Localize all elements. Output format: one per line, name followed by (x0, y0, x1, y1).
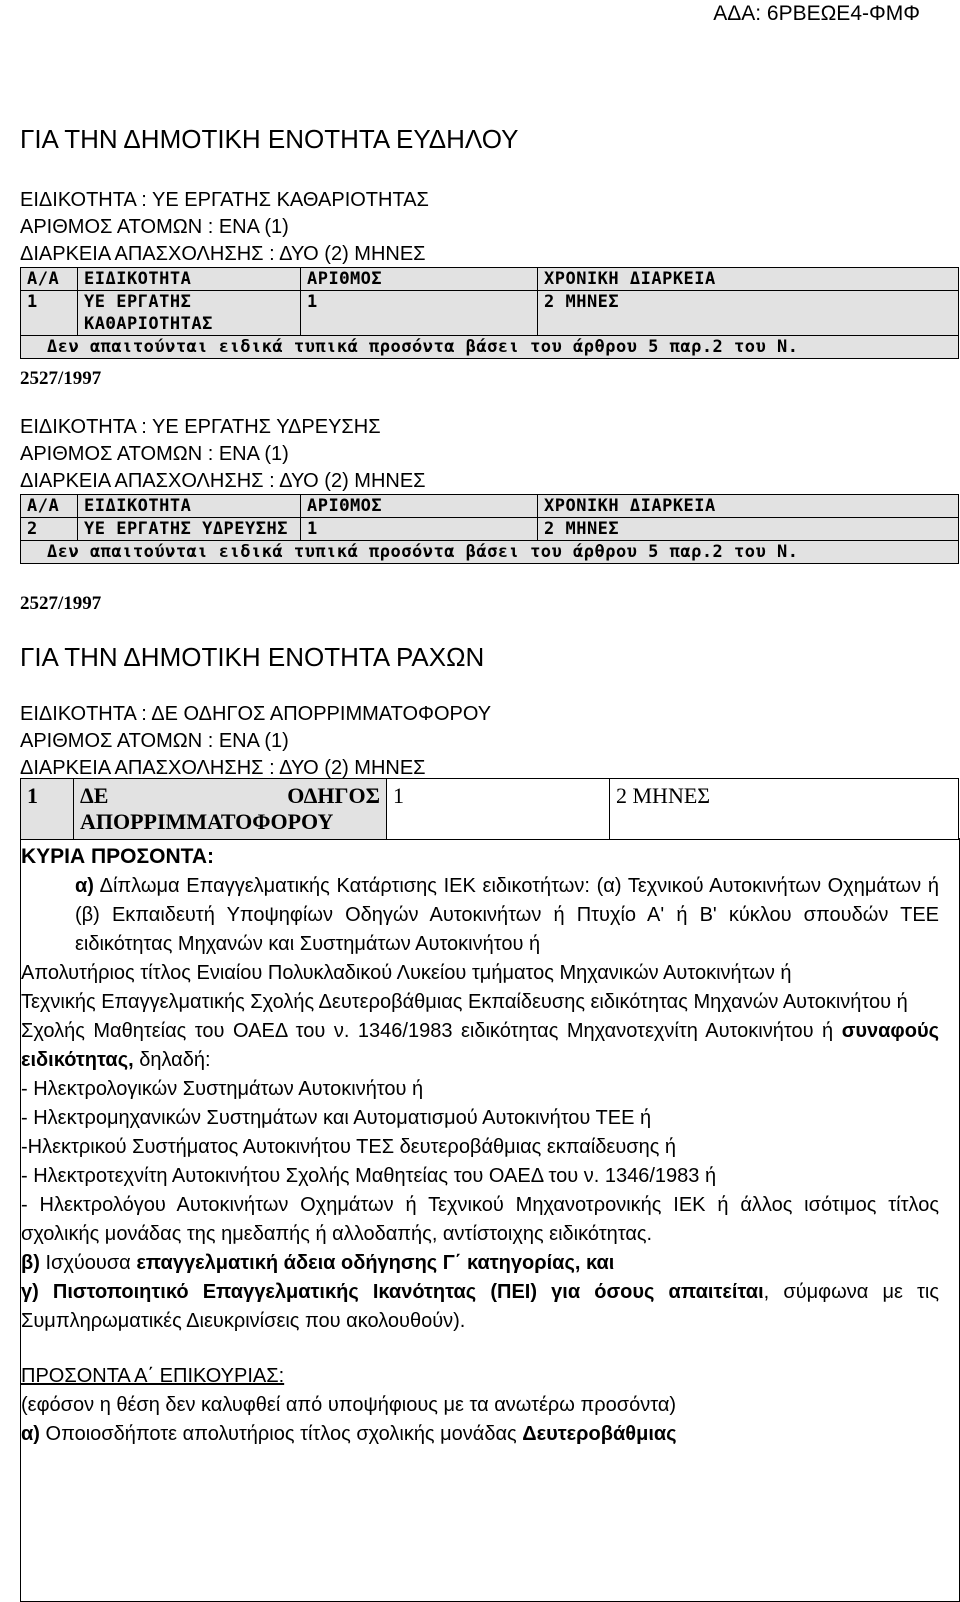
ada-code: ΑΔΑ: 6ΡΒΕΩΕ4-ΦΜΦ (713, 2, 920, 25)
pos1-duration: ΔΙΑΡΚΕΙΑ ΑΠΑΣΧΟΛΗΣΗΣ : ΔΥΟ (2) ΜΗΝΕΣ (20, 243, 426, 265)
secondary-qual-title: ΠΡΟΣΟΝΤΑ Α΄ ΕΠΙΚΟΥΡΙΑΣ: (21, 1365, 285, 1387)
note-text: Δεν απαιτούνται ειδικά τυπικά προσόντα βάσει του άρθρου 5 παρ.2 του Ν. (47, 337, 799, 357)
note-cell (21, 336, 959, 359)
qual-b-label: β) (21, 1252, 40, 1274)
qual-p4 (21, 1017, 939, 1075)
table-note-row (21, 541, 959, 564)
col-number: ΑΡΙΘΜΟΣ (301, 495, 538, 518)
cell-number: 1 (301, 518, 538, 541)
pos1-table (20, 267, 959, 359)
secondary-note: (εφόσον η θέση δεν καλυφθεί από υποψήφιους με τα ανωτέρω προσόντα) (21, 1394, 677, 1416)
pos3-duration: ΔΙΑΡΚΕΙΑ ΑΠΑΣΧΟΛΗΣΗΣ : ΔΥΟ (2) ΜΗΝΕΣ (20, 757, 426, 779)
pos3-specialty: ΕΙΔΙΚΟΤΗΤΑ : ΔΕ ΟΔΗΓΟΣ ΑΠΟΡΡΙΜΜΑΤΟΦΟΡΟΥ (20, 703, 492, 725)
cell-number: 1 (387, 779, 610, 840)
cell-specialty: ΥΕ ΕΡΓΑΤΗΣ ΥΔΡΕΥΣΗΣ (78, 518, 301, 541)
qual-c (21, 1278, 939, 1336)
section-title-rachon: ΓΙΑ ΤΗΝ ΔΗΜΟΤΙΚΗ ΕΝΟΤΗΤΑ ΡΑΧΩΝ (20, 642, 485, 672)
qual-p3: Τεχνικής Επαγγελματικής Σχολής Δευτεροβάθμιας Εκπαίδευσης ειδικότητας Μηχανών Αυτοκινήτου ή (21, 991, 908, 1013)
pos1-persons: ΑΡΙΘΜΟΣ ΑΤΟΜΩΝ : ΕΝΑ (1) (20, 216, 289, 238)
col-specialty: ΕΙΔΙΚΟΤΗΤΑ (78, 495, 301, 518)
pos3-table (20, 778, 959, 840)
qual-b-text: Ισχύουσα (45, 1252, 131, 1274)
qual-c-text: , σύμφωνα με τις Συμπληρωματικές Διευκρινίσεις που ακολουθούν). (21, 1281, 939, 1332)
col-specialty: ΕΙΔΙΚΟΤΗΤΑ (78, 268, 301, 291)
table-row (21, 779, 959, 840)
col-aa: Α/Α (21, 495, 78, 518)
table-row (21, 291, 959, 336)
cell-duration: 2 ΜΗΝΕΣ (538, 518, 959, 541)
secondary-a-text: Οποιοσδήποτε απολυτήριος τίτλος σχολικής μονάδας (45, 1423, 517, 1445)
table-header-row (21, 268, 959, 291)
pos3-persons: ΑΡΙΘΜΟΣ ΑΤΟΜΩΝ : ΕΝΑ (1) (20, 730, 289, 752)
qualifications-box (20, 838, 960, 1602)
cell-duration: 2 ΜΗΝΕΣ (610, 779, 959, 840)
cell-specialty: ΥΕ ΕΡΓΑΤΗΣ ΚΑΘΑΡΙΟΤΗΤΑΣ (78, 291, 301, 336)
note-cell (21, 541, 959, 564)
pos1-info (20, 187, 429, 268)
section-title-evdilou: ΓΙΑ ΤΗΝ ΔΗΜΟΤΙΚΗ ΕΝΟΤΗΤΑ ΕΥΔΗΛΟΥ (20, 124, 519, 154)
qual-p4-end: δηλαδή: (139, 1049, 211, 1071)
pos2-specialty: ΕΙΔΙΚΟΤΗΤΑ : ΥΕ ΕΡΓΑΤΗΣ ΥΔΡΕΥΣΗΣ (20, 416, 381, 438)
cell-aa: 1 (21, 291, 78, 336)
qual-p4-bold: συναφούς ειδικότητας, (21, 1020, 939, 1071)
col-aa: Α/Α (21, 268, 78, 291)
qual-b (21, 1249, 939, 1278)
qual-c-bold: γ) Πιστοποιητικό Επαγγελματικής Ικανότητας (ΠΕΙ) για όσους απαιτείται (21, 1281, 764, 1303)
qual-b-bold: επαγγελματική άδεια οδήγησης Γ΄ κατηγορίας, και (136, 1252, 615, 1274)
col-number: ΑΡΙΘΜΟΣ (301, 268, 538, 291)
cell-aa: 2 (21, 518, 78, 541)
qual-a-text: Δίπλωμα Επαγγελματικής Κατάρτισης ΙΕΚ ειδικοτήτων: (α) Τεχνικού Αυτοκινήτων Οχημάτων ή (β) Εκπαιδευτή Υποψηφίων Οδηγών Αυτοκινήτων ή Πτυχίο Α' ή Β' κύκλου σπουδών ΤΕΕ ειδικότητας Μηχανών και Συστημάτων Αυτοκινήτου ή (75, 875, 939, 955)
col-duration: ΧΡΟΝΙΚΗ ΔΙΑΡΚΕΙΑ (538, 268, 959, 291)
cell-duration: 2 ΜΗΝΕΣ (538, 291, 959, 336)
col-duration: ΧΡΟΝΙΚΗ ΔΙΑΡΚΕΙΑ (538, 495, 959, 518)
pos2-info (20, 414, 426, 495)
pos1-law: 2527/1997 (20, 368, 102, 389)
cell-number: 1 (301, 291, 538, 336)
pos2-law: 2527/1997 (20, 593, 102, 614)
qual-a-label: α) (75, 875, 94, 897)
qual-list-3: -Ηλεκτρικού Συστήματος Αυτοκινήτου ΤΕΣ δευτεροβάθμιας εκπαίδευσης ή (21, 1136, 677, 1158)
qual-list-4: - Ηλεκτροτεχνίτη Αυτοκινήτου Σχολής Μαθητείας του ΟΑΕΔ του ν. 1346/1983 ή (21, 1165, 717, 1187)
pos2-duration: ΔΙΑΡΚΕΙΑ ΑΠΑΣΧΟΛΗΣΗΣ : ΔΥΟ (2) ΜΗΝΕΣ (20, 470, 426, 492)
qual-a (21, 872, 939, 959)
secondary-a (21, 1420, 939, 1449)
table-header-row (21, 495, 959, 518)
qual-p4-text: Σχολής Μαθητείας του ΟΑΕΔ του ν. 1346/1983 ειδικότητας Μηχανοτεχνίτη Αυτοκινήτου ή (21, 1020, 834, 1042)
secondary-a-label: α) (21, 1423, 40, 1445)
note-text: Δεν απαιτούνται ειδικά τυπικά προσόντα βάσει του άρθρου 5 παρ.2 του Ν. (47, 542, 799, 562)
pos3-info (20, 701, 491, 782)
pos2-table (20, 494, 959, 564)
cell-aa: 1 (21, 779, 74, 840)
main-qual-title: ΚΥΡΙΑ ΠΡΟΣΟΝΤΑ: (21, 845, 215, 868)
qual-list-2: - Ηλεκτρομηχανικών Συστημάτων και Αυτοματισμού Αυτοκινήτου ΤΕΕ ή (21, 1107, 652, 1129)
qual-list-1: - Ηλεκτρολογικών Συστημάτων Αυτοκινήτου ή (21, 1078, 424, 1100)
qual-p2: Απολυτήριος τίτλος Ενιαίου Πολυκλαδικού Λυκείου τμήματος Μηχανικών Αυτοκινήτων ή (21, 962, 792, 984)
table-row (21, 518, 959, 541)
table-note-row (21, 336, 959, 359)
cell-specialty: ΔΕ ΟΔΗΓΟΣ ΑΠΟΡΡΙΜΜΑΤΟΦΟΡΟΥ (74, 779, 387, 840)
pos2-persons: ΑΡΙΘΜΟΣ ΑΤΟΜΩΝ : ΕΝΑ (1) (20, 443, 289, 465)
pos1-specialty: ΕΙΔΙΚΟΤΗΤΑ : ΥΕ ΕΡΓΑΤΗΣ ΚΑΘΑΡΙΟΤΗΤΑΣ (20, 189, 429, 211)
secondary-a-bold: Δευτεροβάθμιας (522, 1423, 677, 1445)
qual-list-5: - Ηλεκτρολόγου Αυτοκινήτων Οχημάτων ή Τεχνικού Μηχανοτρονικής ΙΕΚ ή άλλος ισότιμος τίτλος σχολικής μονάδας της ημεδαπής ή αλλοδαπής, αντίστοιχης ειδικότητας. (21, 1194, 939, 1245)
